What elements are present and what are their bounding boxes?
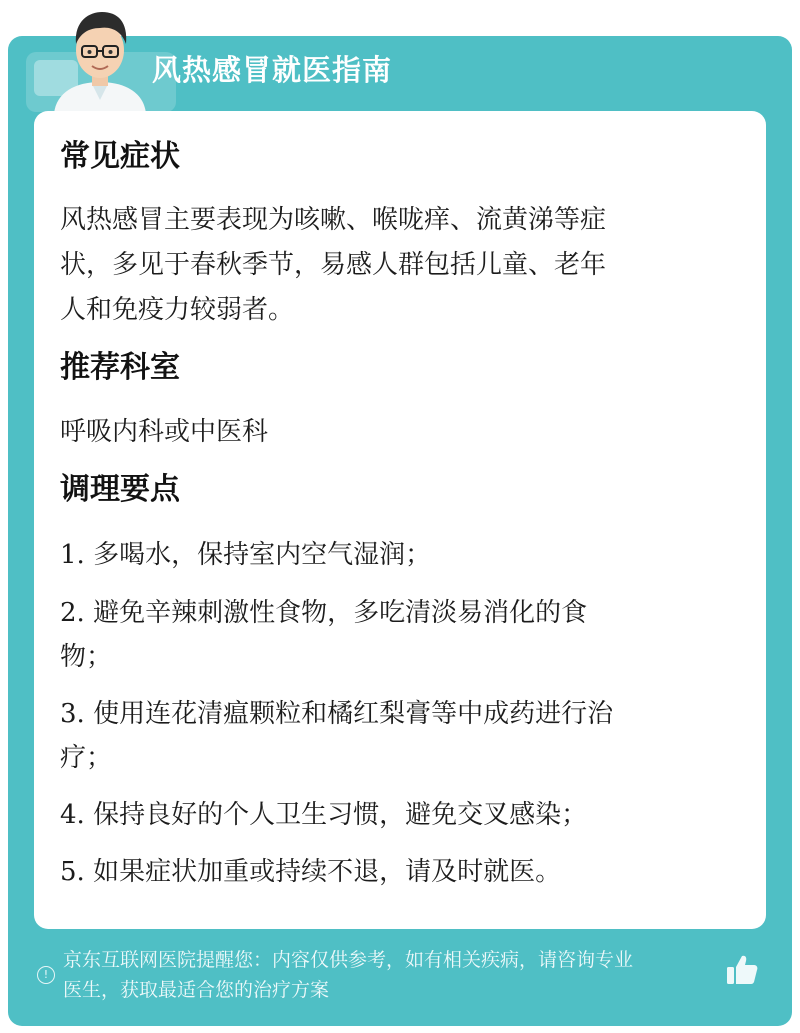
text-line: 状，多见于春秋季节，易感人群包括儿童、老年 bbox=[60, 250, 607, 280]
list-item bbox=[60, 692, 730, 780]
list-item bbox=[60, 850, 730, 894]
disclaimer-line: 医生，获取最适合您的治疗方案 bbox=[63, 979, 330, 1001]
section-title-care: 调理要点 bbox=[60, 472, 180, 507]
list-number: 4. bbox=[60, 800, 85, 830]
list-number: 1. bbox=[60, 540, 85, 570]
list-text: 如果症状加重或持续不退，请及时就医。 bbox=[93, 857, 562, 887]
thumbs-up-icon[interactable] bbox=[724, 952, 760, 988]
info-icon: ! bbox=[37, 966, 55, 984]
list-number: 3. bbox=[60, 699, 85, 729]
list-number: 2. bbox=[60, 598, 85, 628]
disclaimer-text bbox=[63, 945, 727, 1005]
disclaimer-line: 京东互联网医院提醒您：内容仅供参考，如有相关疾病，请咨询专业 bbox=[63, 949, 634, 971]
list-text: 保持良好的个人卫生习惯，避免交叉感染； bbox=[93, 800, 588, 830]
list-text: 物； bbox=[60, 642, 113, 672]
list-text: 避免辛辣刺激性食物，多吃清淡易消化的食 bbox=[93, 598, 588, 628]
list-text: 使用连花清瘟颗粒和橘红梨膏等中成药进行治 bbox=[93, 699, 614, 729]
text-line: 人和免疫力较弱者。 bbox=[60, 295, 295, 325]
page-title: 风热感冒就医指南 bbox=[152, 53, 393, 87]
list-text: 疗； bbox=[60, 743, 113, 773]
text-line: 风热感冒主要表现为咳嗽、喉咙痒、流黄涕等症 bbox=[60, 205, 607, 235]
list-item bbox=[60, 533, 730, 577]
doctor-avatar bbox=[46, 4, 154, 114]
symptoms-text bbox=[60, 198, 730, 333]
list-text: 多喝水，保持室内空气湿润； bbox=[93, 540, 432, 570]
section-title-symptoms: 常见症状 bbox=[60, 139, 180, 174]
list-item bbox=[60, 591, 730, 679]
list-number: 5. bbox=[60, 857, 85, 887]
department-text: 呼吸内科或中医科 bbox=[60, 417, 269, 447]
section-title-department: 推荐科室 bbox=[60, 350, 180, 385]
list-item bbox=[60, 793, 730, 837]
